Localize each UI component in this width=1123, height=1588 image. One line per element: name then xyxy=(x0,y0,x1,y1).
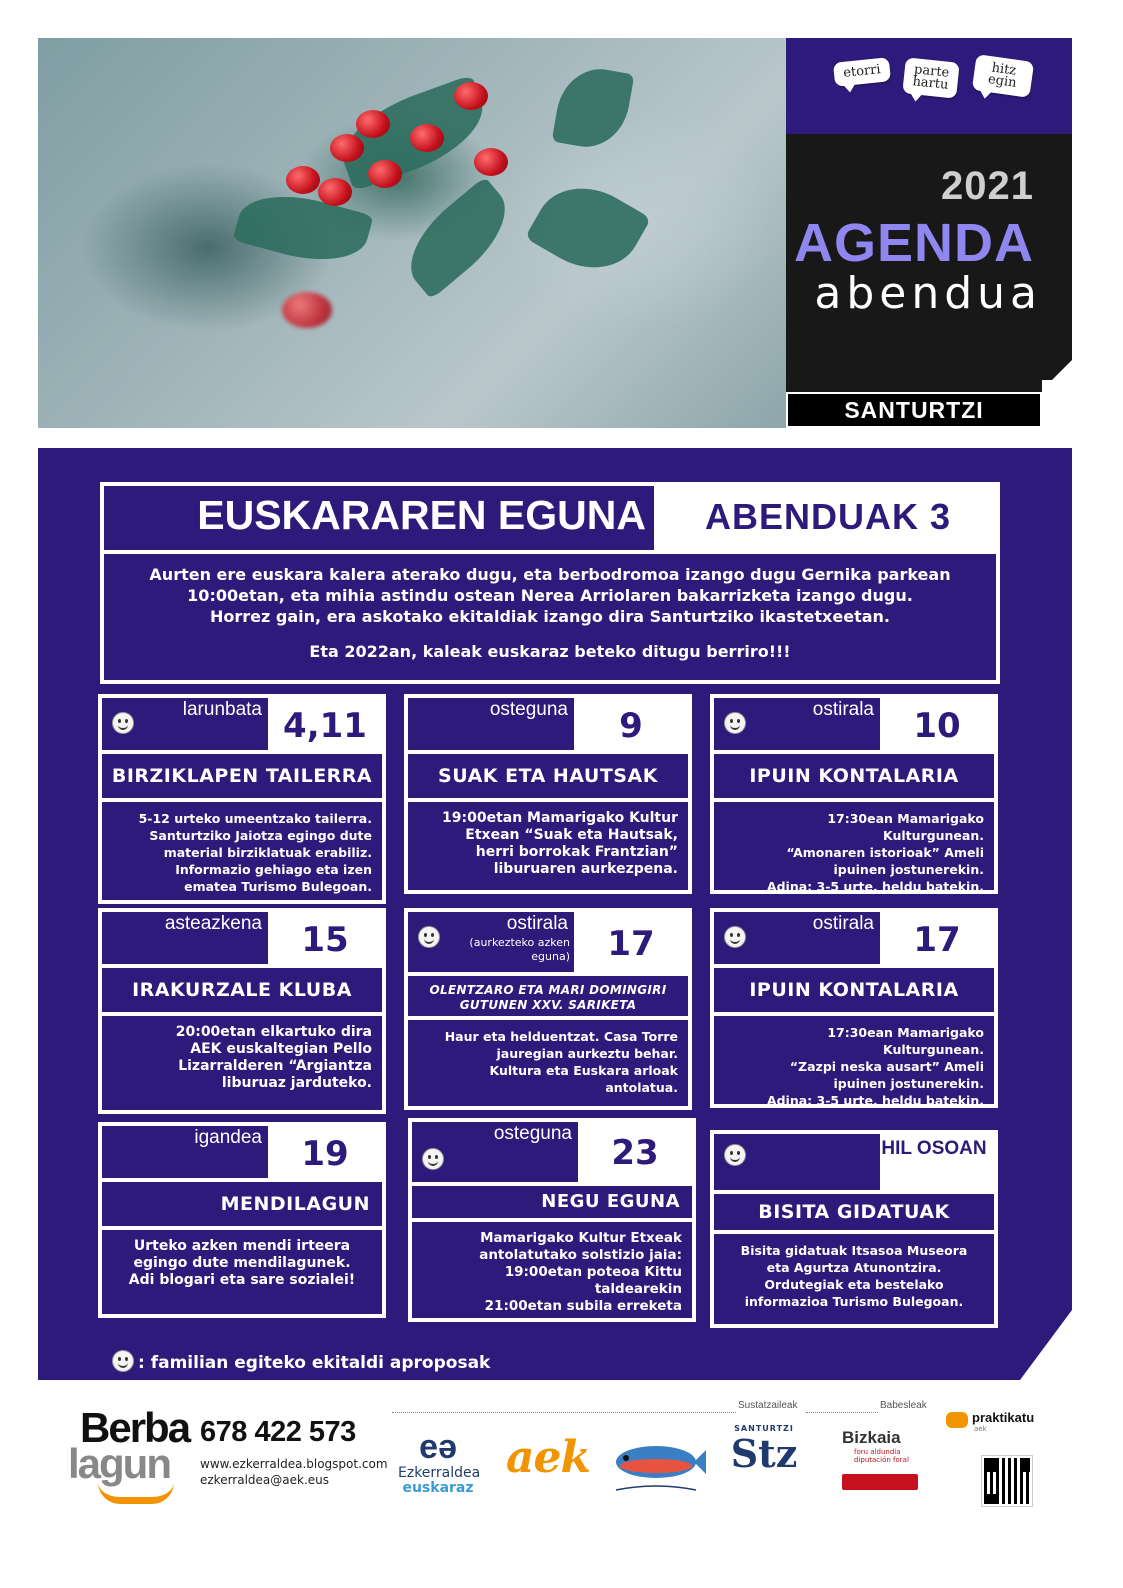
event-line: Bisita gidatuak Itsasoa Museora xyxy=(740,1243,968,1258)
qr-code[interactable] xyxy=(982,1456,1032,1506)
event-date: 4,11 xyxy=(283,706,367,746)
event-header xyxy=(102,912,268,964)
event-weekday: osteguna xyxy=(493,1123,572,1144)
event-line: AEK euskaltegian Pello xyxy=(190,1041,372,1057)
event-header xyxy=(714,698,880,750)
berry xyxy=(330,134,364,162)
event-card xyxy=(710,1130,998,1328)
event-title: MENDILAGUN xyxy=(102,1182,382,1226)
event-line: antolatua. xyxy=(605,1080,678,1095)
logo-text: Ezkerraldea xyxy=(398,1465,481,1481)
corner-cut xyxy=(1042,360,1072,390)
speech-bubble-icon xyxy=(946,1412,968,1428)
event-description xyxy=(102,802,382,900)
euskaltegi-fish-logo xyxy=(606,1424,706,1500)
event-description xyxy=(408,802,688,890)
ee-mark-icon: eə xyxy=(419,1428,457,1466)
event-header xyxy=(714,1134,880,1190)
supporters-label: Babesleak xyxy=(880,1400,927,1411)
event-line: Urteko azken mendi irteera xyxy=(133,1238,351,1254)
eusko-jaurlaritza-logo xyxy=(842,1474,918,1490)
event-title: OLENTZARO ETA MARI DOMINGIRI GUTUNEN XXV. SARIKETA xyxy=(408,976,688,1016)
event-weekday: ostirala xyxy=(812,699,874,720)
event-line: Ordutegiak eta bestelako xyxy=(764,1277,944,1292)
event-line: liburuaz jarduteko. xyxy=(221,1075,372,1091)
leaf xyxy=(525,168,652,287)
event-description xyxy=(102,1230,382,1314)
logo-text: aek xyxy=(974,1425,987,1433)
event-line: jauregian aurkeztu behar. xyxy=(496,1046,678,1061)
event-weekday: asteazkena xyxy=(164,913,262,934)
family-smiley-icon xyxy=(724,1144,746,1166)
event-line: 20:00etan elkartuko dira xyxy=(175,1024,372,1040)
event-card xyxy=(404,908,692,1110)
sponsors-label: Sustatzaileak xyxy=(738,1400,798,1411)
event-title: SUAK ETA HAUTSAK xyxy=(408,754,688,798)
brand-word: Berba xyxy=(80,1404,190,1451)
event-line: ipuinen jostunerekin. xyxy=(833,1076,984,1091)
divider xyxy=(806,1412,878,1413)
event-line: herri borrokak Frantzian” xyxy=(475,844,678,860)
logo-text: foru aldundia diputación foral xyxy=(854,1448,909,1464)
email-link[interactable]: ezkerraldea@aek.eus xyxy=(200,1473,330,1487)
berry xyxy=(282,292,332,328)
event-card xyxy=(710,694,998,894)
featured-line: Eta 2022an, kaleak euskaraz beteko ditugu berriro!!! xyxy=(309,642,791,661)
speech-bubble: parte hartu xyxy=(902,57,959,98)
divider xyxy=(392,1412,736,1413)
santurtzi-logo xyxy=(728,1424,800,1475)
event-date: 19 xyxy=(301,1134,349,1174)
event-line: Kultura eta Euskara arloak xyxy=(489,1063,678,1078)
event-card xyxy=(408,1118,696,1322)
event-line: Adina: 3-5 urte, heldu batekin. xyxy=(766,1093,984,1108)
event-line: liburuaren aurkezpena. xyxy=(493,861,678,877)
event-line: 19:00etan Mamarigako Kultur xyxy=(442,810,678,826)
event-description xyxy=(102,1016,382,1110)
event-header xyxy=(408,698,574,750)
event-header xyxy=(408,912,574,972)
event-header xyxy=(102,1126,268,1178)
berry xyxy=(474,148,508,176)
event-date: 15 xyxy=(301,920,349,960)
panel-corner xyxy=(1020,1310,1072,1380)
speech-bubble: etorri xyxy=(833,57,891,87)
leaf xyxy=(232,182,373,274)
berry xyxy=(410,124,444,152)
event-line: material birziklatuak erabiliz. xyxy=(163,845,372,860)
year: 2021 xyxy=(941,164,1034,208)
legend xyxy=(112,1346,490,1374)
bizkaia-logo xyxy=(842,1428,926,1490)
event-line: Santurtziko Jaiotza egingo dute xyxy=(149,828,372,843)
event-line: Adi blogari eta sare sozialei! xyxy=(128,1272,356,1288)
event-line: Informazio gehiago eta izen xyxy=(175,862,372,877)
event-title: BISITA GIDATUAK xyxy=(714,1194,994,1230)
family-smiley-icon xyxy=(112,1350,134,1372)
event-weekday: ostirala xyxy=(812,913,874,934)
event-line: “Amonaren istorioak” Ameli xyxy=(786,845,984,860)
event-title: IPUIN KONTALARIA xyxy=(714,968,994,1012)
leaf xyxy=(393,176,523,299)
ezkerraldea-logo xyxy=(398,1428,481,1496)
event-line: eta Agurtza Atunontzira. xyxy=(766,1260,942,1275)
event-line: Adina: 3-5 urte, heldu batekin. xyxy=(766,879,984,894)
event-line: ematea Turismo Bulegoan. xyxy=(184,879,372,894)
event-line: Lizarralderen “Argiantza xyxy=(178,1058,372,1074)
event-description xyxy=(412,1222,692,1318)
berbalagun-logo xyxy=(68,1404,198,1508)
event-description xyxy=(714,1016,994,1108)
month: abendua xyxy=(814,268,1042,319)
city-label: SANTURTZI xyxy=(786,392,1042,428)
featured-title: EUSKARAREN EGUNA xyxy=(104,486,654,550)
event-line: 21:00etan subila erreketa xyxy=(484,1298,682,1314)
featured-description xyxy=(104,554,996,680)
logo-text: praktikatu xyxy=(972,1410,1035,1425)
smile-arc-icon xyxy=(98,1482,174,1504)
event-line: 17:30ean Mamarigako Kulturgunean. xyxy=(827,1025,984,1057)
event-weekday: osteguna xyxy=(489,699,568,720)
event-header xyxy=(102,698,268,750)
website-link[interactable]: www.ezkerraldea.blogspot.com xyxy=(200,1457,388,1471)
brand-word: lagun xyxy=(68,1440,170,1487)
event-date: HIL OSOAN xyxy=(881,1138,987,1159)
event-description xyxy=(408,1020,688,1106)
logo-text: SANTURTZI xyxy=(734,1424,794,1433)
berry xyxy=(318,178,352,206)
event-line: informazioa Turismo Bulegoan. xyxy=(744,1294,964,1309)
event-line: antolatutako solstizio jaia: xyxy=(479,1247,682,1263)
event-header xyxy=(412,1122,578,1182)
event-card xyxy=(98,694,386,904)
event-line: 17:30ean Mamarigako Kulturgunean. xyxy=(827,811,984,843)
event-description xyxy=(714,802,994,894)
event-line: “Zazpi neska ausart” Ameli xyxy=(789,1059,984,1074)
event-title: IRAKURZALE KLUBA xyxy=(102,968,382,1012)
berry xyxy=(286,166,320,194)
agenda-title: AGENDA xyxy=(793,213,1034,273)
leaf xyxy=(552,63,635,154)
event-line: taldearekin xyxy=(594,1281,682,1297)
event-line: ipuinen jostunerekin. xyxy=(833,862,984,877)
event-line: Etxean “Suak eta Hautsak, xyxy=(465,827,678,843)
event-weekday: igandea xyxy=(194,1127,262,1148)
featured-line: Horrez gain, era askotako ekitaldiak izango dira Santurtziko ikastetxeetan. xyxy=(210,607,890,626)
featured-event xyxy=(100,482,1000,684)
event-card xyxy=(710,908,998,1108)
event-card xyxy=(98,908,386,1114)
featured-line: Aurten ere euskara kalera aterako dugu, eta berbodromoa izango dugu Gernika parkean xyxy=(149,565,951,584)
logo-text: euskaraz xyxy=(402,1480,474,1496)
event-line: Mamarigako Kultur Etxeak xyxy=(480,1230,682,1246)
event-card xyxy=(98,1122,386,1318)
event-date: 23 xyxy=(611,1133,659,1173)
praktikatu-logo xyxy=(946,1410,1046,1433)
event-description xyxy=(714,1234,994,1324)
phone-number: 678 422 573 xyxy=(200,1416,356,1448)
event-card xyxy=(404,694,692,894)
aek-logo: aek xyxy=(506,1432,590,1483)
event-date: 17 xyxy=(607,924,655,964)
event-date: 17 xyxy=(913,920,961,960)
event-line: 19:00etan poteoa Kittu xyxy=(504,1264,682,1280)
featured-line: 10:00etan, eta mihia astindu ostean Nerea Arriolaren bakarrizketa izango dugu. xyxy=(187,586,913,605)
event-note: (aurkezteko azken eguna) xyxy=(469,936,570,963)
holly-photo xyxy=(38,38,786,428)
event-weekday: ostirala xyxy=(506,913,568,934)
logo-text: Bizkaia xyxy=(842,1428,901,1447)
berry xyxy=(368,160,402,188)
event-title: IPUIN KONTALARIA xyxy=(714,754,994,798)
event-line: Haur eta helduentzat. Casa Torre xyxy=(444,1029,678,1044)
featured-date: ABENDUAK 3 xyxy=(704,496,952,537)
event-title: NEGU EGUNA xyxy=(412,1186,692,1218)
event-date: 10 xyxy=(913,706,961,746)
event-weekday: larunbata xyxy=(182,699,262,720)
berry xyxy=(454,82,488,110)
speech-bubble: hitz egin xyxy=(972,54,1034,98)
event-line: 5-12 urteko umeentzako tailerra. xyxy=(138,811,372,826)
event-date: 9 xyxy=(619,706,643,746)
contact-info xyxy=(200,1456,388,1488)
event-title: BIRZIKLAPEN TAILERRA xyxy=(102,754,382,798)
logo-text: Stz xyxy=(730,1431,798,1476)
legend-text: : familian egiteko ekitaldi aproposak xyxy=(138,1353,491,1373)
event-line: egingo dute mendilagunek. xyxy=(133,1255,351,1271)
berry xyxy=(356,110,390,138)
family-smiley-icon xyxy=(422,1148,444,1170)
event-header xyxy=(714,912,880,964)
